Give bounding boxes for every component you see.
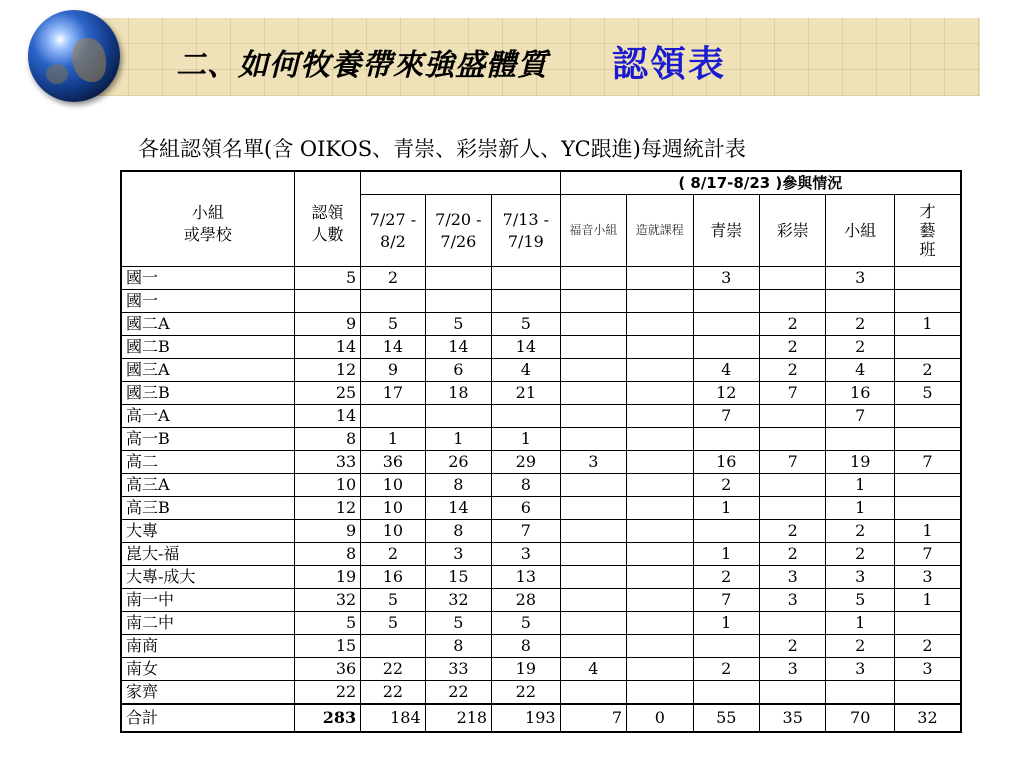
row-label: 崑大-福 [121,543,294,566]
row-cell: 28 [492,589,560,612]
total-cell: 193 [492,704,560,732]
total-cell: 0 [627,704,693,732]
row-cell: 5 [361,589,425,612]
row-cell [560,497,626,520]
row-cell: 3 [826,566,894,589]
globe-icon [28,10,120,102]
row-cell: 21 [492,382,560,405]
row-cell: 1 [826,497,894,520]
row-cell: 1 [361,428,425,451]
row-cell [894,428,961,451]
header-week-2: 7/20 - 7/26 [425,195,491,267]
table-row [121,589,961,612]
row-label: 高一B [121,428,294,451]
row-label: 高一A [121,405,294,428]
row-cell [627,313,693,336]
row-cell: 10 [294,474,360,497]
row-cell [693,520,759,543]
row-cell [361,290,425,313]
row-cell [627,382,693,405]
table-row [121,336,961,359]
table-row [121,497,961,520]
header-week-1: 7/27 - 8/2 [361,195,425,267]
row-cell: 5 [294,612,360,635]
row-cell [627,658,693,681]
row-cell: 22 [492,681,560,705]
row-cell: 16 [361,566,425,589]
row-cell [760,612,826,635]
row-cell [894,267,961,290]
row-label: 南女 [121,658,294,681]
row-cell [627,405,693,428]
row-cell [760,428,826,451]
row-cell: 2 [760,336,826,359]
row-cell [627,681,693,705]
row-cell: 2 [826,543,894,566]
row-cell: 29 [492,451,560,474]
row-cell [627,612,693,635]
row-cell: 9 [294,520,360,543]
table-row [121,382,961,405]
row-cell [627,359,693,382]
total-label: 合計 [121,704,294,732]
row-cell [894,405,961,428]
row-cell [560,359,626,382]
row-cell [627,451,693,474]
row-cell: 14 [294,336,360,359]
row-cell [760,681,826,705]
row-cell: 22 [361,681,425,705]
row-cell [760,267,826,290]
table-row [121,566,961,589]
row-cell [627,428,693,451]
row-cell [425,290,491,313]
total-cell: 283 [294,704,360,732]
row-label: 南一中 [121,589,294,612]
row-cell: 14 [361,336,425,359]
row-cell [627,497,693,520]
row-cell [560,336,626,359]
row-cell [560,267,626,290]
row-cell: 13 [492,566,560,589]
row-cell [627,635,693,658]
row-label: 國一 [121,267,294,290]
row-cell [627,543,693,566]
row-cell [560,612,626,635]
row-cell: 10 [361,520,425,543]
row-cell: 2 [693,566,759,589]
table-row [121,428,961,451]
row-cell: 3 [693,267,759,290]
row-cell: 12 [294,497,360,520]
row-cell: 22 [294,681,360,705]
header-claim-count: 認領 人數 [294,171,360,267]
row-cell [627,589,693,612]
total-cell: 70 [826,704,894,732]
total-cell: 218 [425,704,491,732]
row-cell: 3 [894,566,961,589]
total-cell: 7 [560,704,626,732]
row-label: 南商 [121,635,294,658]
total-cell: 55 [693,704,759,732]
row-cell: 1 [826,474,894,497]
row-cell: 36 [294,658,360,681]
row-cell [894,681,961,705]
row-cell: 8 [294,543,360,566]
row-cell [627,267,693,290]
row-cell: 1 [693,543,759,566]
row-cell: 7 [826,405,894,428]
header-gospel-group: 福音小組 [560,195,626,267]
row-cell: 5 [361,313,425,336]
row-cell [361,635,425,658]
row-cell: 2 [760,520,826,543]
row-cell [560,474,626,497]
row-cell [627,474,693,497]
row-cell: 5 [894,382,961,405]
row-cell: 1 [894,589,961,612]
row-cell: 14 [425,336,491,359]
row-cell: 4 [492,359,560,382]
row-cell [894,612,961,635]
table-row [121,520,961,543]
row-cell: 2 [693,658,759,681]
row-cell [560,681,626,705]
row-cell [693,313,759,336]
row-cell: 10 [361,474,425,497]
row-cell [894,474,961,497]
row-cell: 3 [760,589,826,612]
row-cell: 15 [425,566,491,589]
row-cell: 2 [894,635,961,658]
row-cell: 2 [760,313,826,336]
row-cell: 2 [760,543,826,566]
row-cell: 1 [693,612,759,635]
row-cell: 2 [826,336,894,359]
row-cell: 12 [294,359,360,382]
total-cell: 32 [894,704,961,732]
table-row [121,359,961,382]
row-cell [693,336,759,359]
row-cell [760,474,826,497]
row-cell: 3 [760,566,826,589]
row-cell: 3 [894,658,961,681]
header-week-3: 7/13 - 7/19 [492,195,560,267]
row-cell [294,290,360,313]
row-cell: 19 [294,566,360,589]
row-cell: 7 [894,543,961,566]
table-row [121,405,961,428]
row-cell [894,336,961,359]
row-label: 高三A [121,474,294,497]
header-youth: 青崇 [693,195,759,267]
row-cell: 8 [425,520,491,543]
row-cell: 32 [294,589,360,612]
row-cell [560,313,626,336]
row-cell: 19 [492,658,560,681]
row-cell [894,290,961,313]
row-cell: 7 [760,451,826,474]
table-row [121,681,961,705]
row-cell: 3 [492,543,560,566]
row-cell: 2 [760,635,826,658]
header-rainbow: 彩崇 [760,195,826,267]
row-cell: 2 [826,520,894,543]
row-label: 高三B [121,497,294,520]
table-row [121,313,961,336]
row-cell [492,290,560,313]
row-cell: 6 [425,359,491,382]
row-cell [693,681,759,705]
total-cell: 184 [361,704,425,732]
table-row [121,543,961,566]
row-cell: 2 [826,313,894,336]
row-cell: 1 [894,520,961,543]
slide-title: 二、如何牧養帶來強盛體質 [176,48,548,83]
row-cell: 5 [492,313,560,336]
row-cell: 3 [425,543,491,566]
row-cell [560,290,626,313]
header-small-group: 小組 [826,195,894,267]
table-row [121,658,961,681]
row-cell [627,336,693,359]
row-cell: 15 [294,635,360,658]
row-cell: 3 [560,451,626,474]
header-participation: ( 8/17-8/23 )參與情況 [560,171,961,195]
row-cell: 2 [760,359,826,382]
row-label: 國二A [121,313,294,336]
row-label: 國二B [121,336,294,359]
row-cell: 14 [425,497,491,520]
row-cell: 3 [760,658,826,681]
table-caption: 各組認領名單(含 OIKOS、青崇、彩崇新人、YC跟進)每週統計表 [138,137,746,161]
row-cell: 5 [425,612,491,635]
row-cell: 8 [492,635,560,658]
row-cell: 6 [492,497,560,520]
row-cell [760,497,826,520]
row-label: 南二中 [121,612,294,635]
row-label: 國三A [121,359,294,382]
row-label: 高二 [121,451,294,474]
row-cell: 2 [693,474,759,497]
table-row [121,474,961,497]
row-cell: 1 [693,497,759,520]
table-row [121,451,961,474]
row-cell: 7 [894,451,961,474]
row-cell: 8 [492,474,560,497]
row-cell [760,290,826,313]
row-cell: 5 [425,313,491,336]
row-label: 國一 [121,290,294,313]
row-cell [560,428,626,451]
header-talent-class: 才 藝 班 [894,195,961,267]
row-cell: 22 [361,658,425,681]
row-cell: 33 [425,658,491,681]
row-cell [627,290,693,313]
row-cell [826,428,894,451]
row-cell: 14 [492,336,560,359]
row-cell [693,635,759,658]
row-cell: 5 [294,267,360,290]
row-cell: 4 [560,658,626,681]
header-weeks-blank [361,171,560,195]
row-cell: 8 [425,635,491,658]
row-cell: 19 [826,451,894,474]
row-cell: 2 [894,359,961,382]
row-cell: 9 [361,359,425,382]
row-cell [627,520,693,543]
row-cell [361,405,425,428]
row-cell [560,635,626,658]
row-cell [560,589,626,612]
row-cell: 7 [693,405,759,428]
table-row [121,612,961,635]
row-cell [826,681,894,705]
row-cell [425,267,491,290]
row-cell: 2 [361,267,425,290]
row-cell: 7 [760,382,826,405]
row-label: 大專 [121,520,294,543]
row-cell: 16 [826,382,894,405]
header-training: 造就課程 [627,195,693,267]
slide-title-highlight: 認領表 [612,43,727,85]
row-label: 大專-成大 [121,566,294,589]
row-cell: 8 [294,428,360,451]
table-row [121,290,961,313]
row-cell [560,520,626,543]
header-group-school: 小組 或學校 [121,171,294,267]
table-row [121,267,961,290]
row-cell: 1 [894,313,961,336]
row-cell: 2 [826,635,894,658]
row-cell [627,566,693,589]
row-cell [693,428,759,451]
row-cell: 8 [425,474,491,497]
row-cell: 32 [425,589,491,612]
row-cell: 33 [294,451,360,474]
total-cell: 35 [760,704,826,732]
row-cell: 5 [492,612,560,635]
row-cell: 26 [425,451,491,474]
row-cell [425,405,491,428]
row-label: 家齊 [121,681,294,705]
row-cell: 9 [294,313,360,336]
row-cell: 3 [826,267,894,290]
row-cell [560,543,626,566]
row-cell: 12 [693,382,759,405]
row-cell [560,405,626,428]
row-cell: 1 [425,428,491,451]
row-cell: 7 [693,589,759,612]
row-cell: 10 [361,497,425,520]
row-label: 國三B [121,382,294,405]
table-row [121,635,961,658]
row-cell [560,566,626,589]
row-cell [826,290,894,313]
row-cell: 5 [826,589,894,612]
row-cell: 1 [492,428,560,451]
row-cell: 4 [693,359,759,382]
row-cell: 17 [361,382,425,405]
row-cell [894,497,961,520]
row-cell: 5 [361,612,425,635]
row-cell: 22 [425,681,491,705]
row-cell: 3 [826,658,894,681]
claim-table [120,170,962,733]
row-cell: 36 [361,451,425,474]
row-cell: 14 [294,405,360,428]
row-cell: 7 [492,520,560,543]
row-cell [760,405,826,428]
row-cell [492,405,560,428]
total-row [121,704,961,732]
row-cell: 4 [826,359,894,382]
row-cell: 16 [693,451,759,474]
row-cell: 2 [361,543,425,566]
row-cell: 18 [425,382,491,405]
row-cell: 25 [294,382,360,405]
row-cell [693,290,759,313]
row-cell [560,382,626,405]
row-cell [492,267,560,290]
row-cell: 1 [826,612,894,635]
